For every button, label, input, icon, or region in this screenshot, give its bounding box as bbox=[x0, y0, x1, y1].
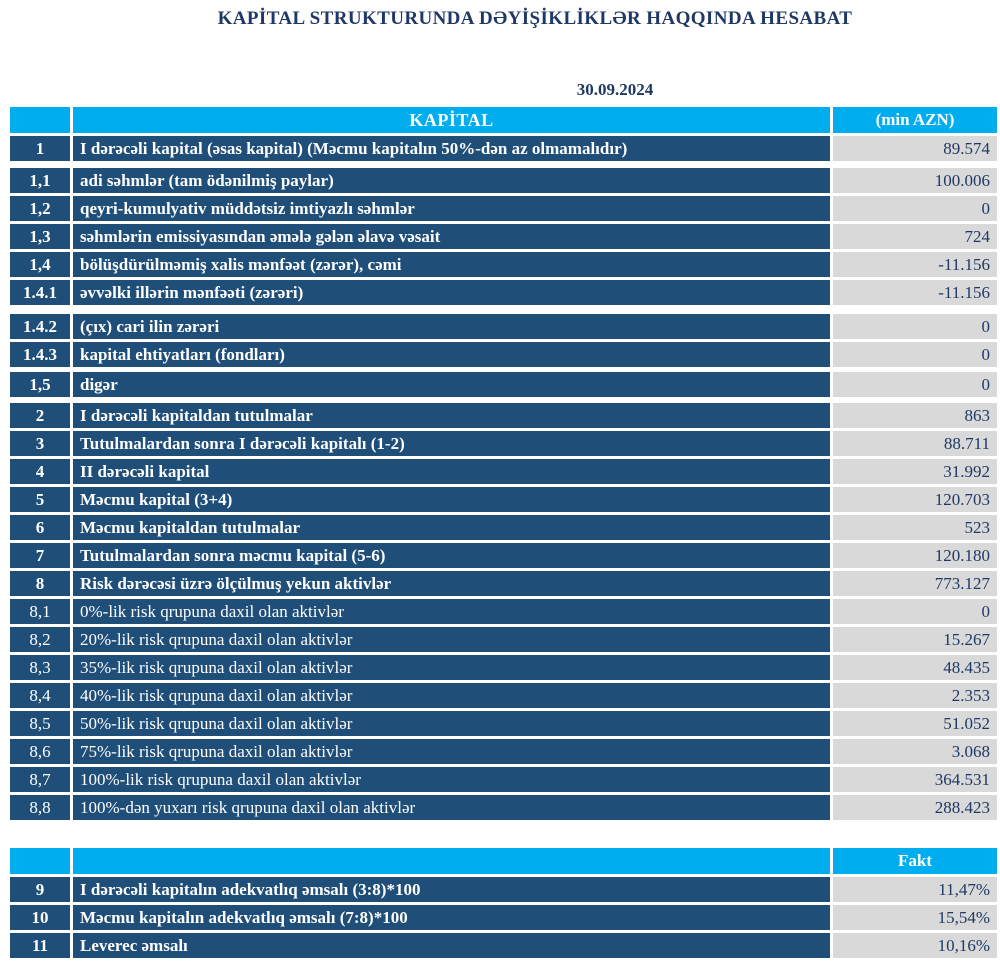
table-row bbox=[10, 711, 997, 736]
row-value-cell: 120.703 bbox=[833, 487, 997, 512]
ratios-table bbox=[10, 848, 997, 958]
row-number-cell: 6 bbox=[10, 515, 70, 540]
table-row bbox=[10, 739, 997, 764]
table-row bbox=[10, 136, 997, 161]
header-capital-cell: KAPİTAL bbox=[73, 107, 830, 133]
row-number-cell: 7 bbox=[10, 543, 70, 568]
row-label-cell: I dərəcəli kapital (əsas kapital) (Məcmu kapitalın 50%-dən az olmamalıdır) bbox=[73, 136, 830, 161]
row-label-cell: Leverec əmsalı bbox=[73, 933, 830, 958]
ratios-header-spacer bbox=[10, 848, 70, 874]
row-value-cell: 3.068 bbox=[833, 739, 997, 764]
ratios-header-spacer bbox=[73, 848, 830, 874]
row-label-cell: I dərəcəli kapitalın adekvatlıq əmsalı (3:8)*100 bbox=[73, 877, 830, 902]
row-label-cell: II dərəcəli kapital bbox=[73, 459, 830, 484]
table-row bbox=[10, 342, 997, 367]
row-label-cell: bölüşdürülməmiş xalis mənfəət (zərər), cəmi bbox=[73, 252, 830, 277]
row-number-cell: 8,8 bbox=[10, 795, 70, 820]
row-number-cell: 1,1 bbox=[10, 168, 70, 193]
row-value-cell: -11.156 bbox=[833, 252, 997, 277]
row-label-cell: Məcmu kapitalın adekvatlıq əmsalı (7:8)*100 bbox=[73, 905, 830, 930]
row-label-cell: kapital ehtiyatları (fondları) bbox=[73, 342, 830, 367]
row-number-cell: 1.4.2 bbox=[10, 314, 70, 339]
row-number-cell: 8,6 bbox=[10, 739, 70, 764]
row-value-cell: 2.353 bbox=[833, 683, 997, 708]
row-label-cell: səhmlərin emissiyasından əmələ gələn əlavə vəsait bbox=[73, 224, 830, 249]
row-label-cell: qeyri-kumulyativ müddətsiz imtiyazlı səhmlər bbox=[73, 196, 830, 221]
row-value-cell: 15.267 bbox=[833, 627, 997, 652]
row-number-cell: 1,5 bbox=[10, 372, 70, 397]
row-label-cell: 20%-lik risk qrupuna daxil olan aktivlər bbox=[73, 627, 830, 652]
row-label-cell: 50%-lik risk qrupuna daxil olan aktivlər bbox=[73, 711, 830, 736]
row-number-cell: 8 bbox=[10, 571, 70, 596]
row-value-cell: 11,47% bbox=[833, 877, 997, 902]
table-row bbox=[10, 252, 997, 277]
row-value-cell: 48.435 bbox=[833, 655, 997, 680]
table-row bbox=[10, 168, 997, 193]
table-row bbox=[10, 431, 997, 456]
row-number-cell: 10 bbox=[10, 905, 70, 930]
row-number-cell: 8,4 bbox=[10, 683, 70, 708]
row-label-cell: 0%-lik risk qrupuna daxil olan aktivlər bbox=[73, 599, 830, 624]
table-row bbox=[10, 795, 997, 820]
row-value-cell: 120.180 bbox=[833, 543, 997, 568]
row-value-cell: 51.052 bbox=[833, 711, 997, 736]
table-row bbox=[10, 487, 997, 512]
row-value-cell: 0 bbox=[833, 599, 997, 624]
row-label-cell: Məcmu kapital (3+4) bbox=[73, 487, 830, 512]
row-number-cell: 1,2 bbox=[10, 196, 70, 221]
row-label-cell: 35%-lik risk qrupuna daxil olan aktivlər bbox=[73, 655, 830, 680]
row-value-cell: 89.574 bbox=[833, 136, 997, 161]
capital-table bbox=[10, 107, 997, 820]
row-label-cell: 100%-lik risk qrupuna daxil olan aktivlər bbox=[73, 767, 830, 792]
row-number-cell: 9 bbox=[10, 877, 70, 902]
row-label-cell: 75%-lik risk qrupuna daxil olan aktivlər bbox=[73, 739, 830, 764]
row-value-cell: 863 bbox=[833, 403, 997, 428]
row-number-cell: 11 bbox=[10, 933, 70, 958]
table-row bbox=[10, 571, 997, 596]
row-label-cell: Risk dərəcəsi üzrə ölçülmuş yekun aktivlər bbox=[73, 571, 830, 596]
row-number-cell: 4 bbox=[10, 459, 70, 484]
row-number-cell: 1 bbox=[10, 136, 70, 161]
row-number-cell: 1,4 bbox=[10, 252, 70, 277]
row-value-cell: 100.006 bbox=[833, 168, 997, 193]
table-row bbox=[10, 372, 997, 397]
row-value-cell: 0 bbox=[833, 314, 997, 339]
row-value-cell: 0 bbox=[833, 342, 997, 367]
table-row bbox=[10, 280, 997, 305]
table-row bbox=[10, 314, 997, 339]
table-row bbox=[10, 877, 997, 902]
row-number-cell: 8,3 bbox=[10, 655, 70, 680]
row-label-cell: Məcmu kapitaldan tutulmalar bbox=[73, 515, 830, 540]
row-label-cell: Tutulmalardan sonra məcmu kapital (5-6) bbox=[73, 543, 830, 568]
row-value-cell: 288.423 bbox=[833, 795, 997, 820]
row-value-cell: 0 bbox=[833, 372, 997, 397]
table-row bbox=[10, 459, 997, 484]
table-row bbox=[10, 599, 997, 624]
row-number-cell: 8,2 bbox=[10, 627, 70, 652]
table-row bbox=[10, 905, 997, 930]
row-value-cell: -11.156 bbox=[833, 280, 997, 305]
row-value-cell: 773.127 bbox=[833, 571, 997, 596]
row-label-cell: (çıx) cari ilin zərəri bbox=[73, 314, 830, 339]
row-value-cell: 88.711 bbox=[833, 431, 997, 456]
table-row bbox=[10, 543, 997, 568]
row-number-cell: 2 bbox=[10, 403, 70, 428]
table-row bbox=[10, 403, 997, 428]
table-row bbox=[10, 767, 997, 792]
row-label-cell: əvvəlki illərin mənfəəti (zərəri) bbox=[73, 280, 830, 305]
row-value-cell: 364.531 bbox=[833, 767, 997, 792]
row-value-cell: 31.992 bbox=[833, 459, 997, 484]
table-row bbox=[10, 933, 997, 958]
row-label-cell: 40%-lik risk qrupuna daxil olan aktivlər bbox=[73, 683, 830, 708]
table-row bbox=[10, 515, 997, 540]
capital-table-header-row bbox=[10, 107, 997, 133]
row-number-cell: 8,5 bbox=[10, 711, 70, 736]
header-unit-cell: (min AZN) bbox=[833, 107, 997, 133]
table-row bbox=[10, 683, 997, 708]
row-label-cell: 100%-dən yuxarı risk qrupuna daxil olan aktivlər bbox=[73, 795, 830, 820]
report-date: 30.09.2024 bbox=[576, 80, 654, 99]
row-number-cell: 1,3 bbox=[10, 224, 70, 249]
row-number-cell: 1.4.3 bbox=[10, 342, 70, 367]
row-label-cell: I dərəcəli kapitaldan tutulmalar bbox=[73, 403, 830, 428]
table-row bbox=[10, 224, 997, 249]
table-row bbox=[10, 655, 997, 680]
row-value-cell: 523 bbox=[833, 515, 997, 540]
header-corner-cell bbox=[10, 107, 70, 133]
row-number-cell: 5 bbox=[10, 487, 70, 512]
row-label-cell: digər bbox=[73, 372, 830, 397]
row-value-cell: 10,16% bbox=[833, 933, 997, 958]
row-number-cell: 8,1 bbox=[10, 599, 70, 624]
row-label-cell: Tutulmalardan sonra I dərəcəli kapitalı (1-2) bbox=[73, 431, 830, 456]
row-value-cell: 0 bbox=[833, 196, 997, 221]
ratios-table-header-row bbox=[10, 848, 997, 874]
row-number-cell: 3 bbox=[10, 431, 70, 456]
fakt-header-cell: Fakt bbox=[833, 848, 997, 874]
table-row bbox=[10, 627, 997, 652]
row-number-cell: 8,7 bbox=[10, 767, 70, 792]
row-number-cell: 1.4.1 bbox=[10, 280, 70, 305]
row-value-cell: 724 bbox=[833, 224, 997, 249]
report-title: KAPİTAL STRUKTURUNDA DƏYİŞİKLİKLƏR HAQQINDA HESABAT bbox=[217, 8, 853, 29]
row-label-cell: adi səhmlər (tam ödənilmiş paylar) bbox=[73, 168, 830, 193]
table-row bbox=[10, 196, 997, 221]
row-value-cell: 15,54% bbox=[833, 905, 997, 930]
